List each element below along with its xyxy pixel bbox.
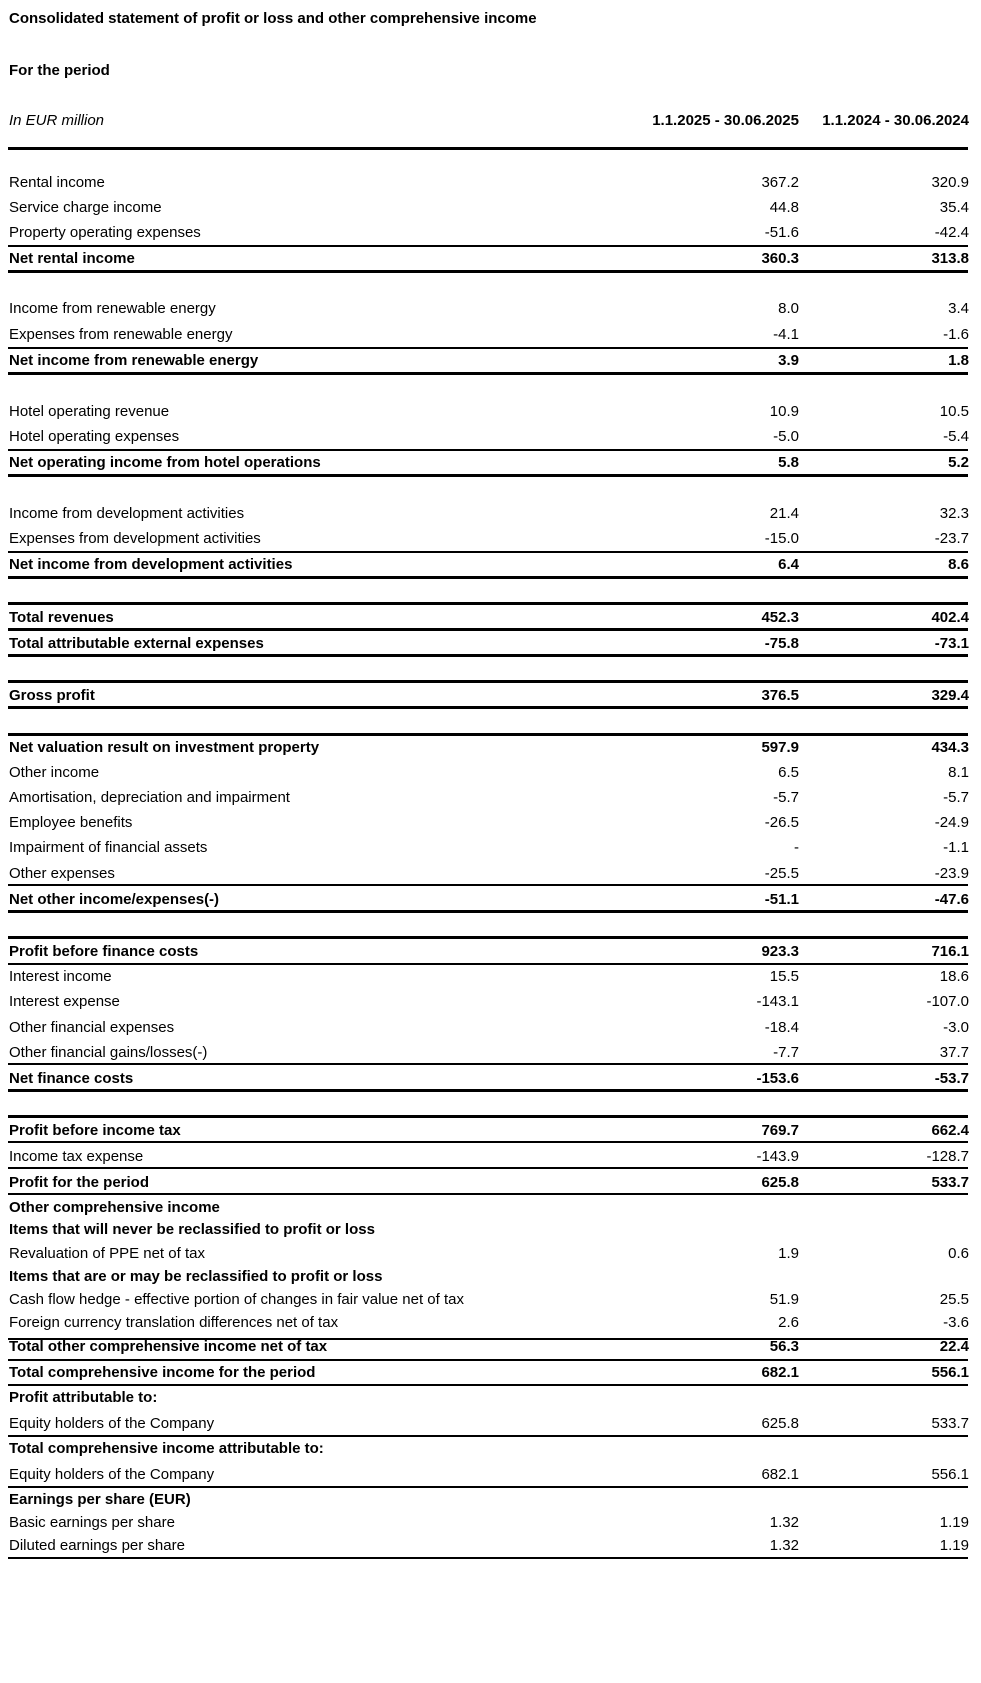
statement-title: Consolidated statement of profit or loss and other comprehensive income — [9, 10, 537, 27]
value-2024: 0.6 — [948, 1245, 969, 1262]
value-2024: 533.7 — [931, 1415, 969, 1432]
value-2025: -51.6 — [764, 224, 799, 241]
row-label: Profit before income tax — [9, 1122, 181, 1139]
value-2025: 44.8 — [769, 199, 799, 216]
value-2025: 452.3 — [761, 609, 799, 626]
rule-line — [8, 372, 968, 375]
row-label: Total comprehensive income for the period — [9, 1364, 316, 1381]
value-2025: -75.8 — [764, 635, 799, 652]
row-label: Income tax expense — [9, 1148, 144, 1165]
rule-line — [8, 449, 968, 451]
row-label: Hotel operating expenses — [9, 428, 180, 445]
value-2025: 1.9 — [778, 1245, 799, 1262]
value-2024: 556.1 — [931, 1466, 969, 1483]
row-label: Equity holders of the Company — [9, 1415, 215, 1432]
value-2024: 8.6 — [948, 556, 969, 573]
value-2024: 556.1 — [931, 1364, 969, 1381]
row-label: Total revenues — [9, 609, 114, 626]
rule-line — [8, 936, 968, 939]
value-2024: 1.19 — [939, 1514, 969, 1531]
value-2024: 402.4 — [931, 609, 969, 626]
value-2025: -18.4 — [764, 1019, 799, 1036]
value-2024: 1.19 — [939, 1537, 969, 1554]
row-label: Net rental income — [9, 250, 135, 267]
row-label: Property operating expenses — [9, 224, 201, 241]
rule-line — [8, 551, 968, 553]
row-label: Net income from renewable energy — [9, 352, 259, 369]
value-2025: 51.9 — [769, 1291, 799, 1308]
value-2025: -26.5 — [764, 814, 799, 831]
row-label: Total attributable external expenses — [9, 635, 264, 652]
row-label: Total comprehensive income attributable to: — [9, 1440, 324, 1457]
value-2024: 1.8 — [948, 352, 969, 369]
value-2024: -128.7 — [926, 1148, 969, 1165]
value-2025: 15.5 — [769, 968, 799, 985]
value-2025: 923.3 — [761, 943, 799, 960]
rule-line — [8, 602, 968, 605]
row-label: Total other comprehensive income net of tax — [9, 1338, 328, 1355]
row-label: Other financial gains/losses(-) — [9, 1044, 208, 1061]
rule-line — [8, 1486, 968, 1488]
value-2024: -42.4 — [934, 224, 969, 241]
column-header-2025: 1.1.2025 - 30.06.2025 — [652, 112, 799, 129]
row-label: Income from development activities — [9, 505, 245, 522]
value-2025: - — [794, 839, 799, 856]
value-2024: 533.7 — [931, 1174, 969, 1191]
value-2025: -7.7 — [773, 1044, 799, 1061]
column-header-2024: 1.1.2024 - 30.06.2024 — [822, 112, 969, 129]
row-label: Cash flow hedge - effective portion of changes in fair value net of tax — [9, 1291, 464, 1308]
value-2024: 37.7 — [939, 1044, 969, 1061]
value-2025: -15.0 — [764, 530, 799, 547]
value-2024: -24.9 — [934, 814, 969, 831]
value-2025: -143.1 — [756, 993, 799, 1010]
row-label: Revaluation of PPE net of tax — [9, 1245, 205, 1262]
value-2025: 56.3 — [769, 1338, 799, 1355]
rule-line — [8, 733, 968, 736]
row-label: Income from renewable energy — [9, 300, 216, 317]
value-2025: 597.9 — [761, 739, 799, 756]
row-label: Diluted earnings per share — [9, 1537, 185, 1554]
value-2025: 10.9 — [769, 403, 799, 420]
value-2024: -47.6 — [934, 891, 969, 908]
rule-line — [8, 654, 968, 657]
value-2025: 360.3 — [761, 250, 799, 267]
value-2024: -23.9 — [934, 865, 969, 882]
row-label: Equity holders of the Company — [9, 1466, 215, 1483]
rule-line — [8, 1115, 968, 1118]
value-2024: 320.9 — [931, 174, 969, 191]
value-2024: 32.3 — [939, 505, 969, 522]
value-2025: 8.0 — [778, 300, 799, 317]
value-2024: -5.7 — [943, 789, 969, 806]
row-label: Profit attributable to: — [9, 1389, 158, 1406]
value-2025: 625.8 — [761, 1174, 799, 1191]
value-2025: 6.5 — [778, 764, 799, 781]
value-2024: -73.1 — [934, 635, 969, 652]
rule-line — [8, 884, 968, 886]
row-label: Net other income/expenses(-) — [9, 891, 220, 908]
row-label: Amortisation, depreciation and impairment — [9, 789, 290, 806]
row-label: Impairment of financial assets — [9, 839, 208, 856]
rule-line — [8, 1557, 968, 1559]
rule-line — [8, 1435, 968, 1437]
rule-line — [8, 270, 968, 273]
value-2025: 682.1 — [761, 1364, 799, 1381]
row-label: Foreign currency translation differences net of tax — [9, 1314, 339, 1331]
row-label: Other financial expenses — [9, 1019, 175, 1036]
row-label: Profit before finance costs — [9, 943, 199, 960]
rule-line — [8, 1141, 968, 1143]
value-2025: 769.7 — [761, 1122, 799, 1139]
row-label: Other comprehensive income — [9, 1199, 220, 1216]
unit-label: In EUR million — [9, 112, 105, 129]
row-label: Service charge income — [9, 199, 162, 216]
rule-line — [8, 1167, 968, 1169]
value-2025: 2.6 — [778, 1314, 799, 1331]
value-2024: 8.1 — [948, 764, 969, 781]
row-label: Employee benefits — [9, 814, 133, 831]
value-2024: 329.4 — [931, 687, 969, 704]
value-2024: 25.5 — [939, 1291, 969, 1308]
rule-line — [8, 910, 968, 913]
rule-line — [8, 706, 968, 709]
rule-line — [8, 680, 968, 683]
row-label: Gross profit — [9, 687, 95, 704]
rule-line — [8, 474, 968, 477]
value-2024: -107.0 — [926, 993, 969, 1010]
value-2024: 35.4 — [939, 199, 969, 216]
row-label: Expenses from renewable energy — [9, 326, 233, 343]
value-2025: -153.6 — [756, 1070, 799, 1087]
value-2024: -5.4 — [943, 428, 969, 445]
value-2025: -25.5 — [764, 865, 799, 882]
value-2024: 5.2 — [948, 454, 969, 471]
rule-line — [8, 245, 968, 247]
row-label: Other expenses — [9, 865, 115, 882]
value-2025: 5.8 — [778, 454, 799, 471]
row-label: Net operating income from hotel operations — [9, 454, 321, 471]
value-2025: -51.1 — [764, 891, 799, 908]
row-label: Net finance costs — [9, 1070, 134, 1087]
period-subtitle: For the period — [9, 62, 110, 79]
value-2024: 3.4 — [948, 300, 969, 317]
value-2025: 682.1 — [761, 1466, 799, 1483]
value-2025: 3.9 — [778, 352, 799, 369]
rule-line — [8, 1359, 968, 1361]
value-2025: -4.1 — [773, 326, 799, 343]
value-2025: -5.7 — [773, 789, 799, 806]
rule-line — [8, 1063, 968, 1065]
value-2024: 22.4 — [939, 1338, 969, 1355]
row-label: Interest expense — [9, 993, 120, 1010]
row-label: Net valuation result on investment property — [9, 739, 320, 756]
row-label: Other income — [9, 764, 100, 781]
row-label: Interest income — [9, 968, 112, 985]
value-2025: -143.9 — [756, 1148, 799, 1165]
row-label: Items that are or may be reclassified to profit or loss — [9, 1268, 383, 1285]
value-2025: 6.4 — [778, 556, 799, 573]
value-2025: 1.32 — [769, 1514, 799, 1531]
value-2025: 1.32 — [769, 1537, 799, 1554]
row-label: Basic earnings per share — [9, 1514, 175, 1531]
rule-line — [8, 963, 968, 965]
row-label: Profit for the period — [9, 1174, 149, 1191]
value-2024: -1.6 — [943, 326, 969, 343]
value-2024: 434.3 — [931, 739, 969, 756]
rule-line — [8, 347, 968, 349]
rule-line — [8, 1384, 968, 1386]
value-2024: -3.0 — [943, 1019, 969, 1036]
value-2025: 625.8 — [761, 1415, 799, 1432]
value-2024: -23.7 — [934, 530, 969, 547]
row-label: Expenses from development activities — [9, 530, 261, 547]
row-label: Earnings per share (EUR) — [9, 1491, 191, 1508]
row-label: Net income from development activities — [9, 556, 293, 573]
row-label: Items that will never be reclassified to profit or loss — [9, 1221, 375, 1238]
rule-line — [8, 576, 968, 579]
value-2024: 662.4 — [931, 1122, 969, 1139]
value-2024: -53.7 — [934, 1070, 969, 1087]
value-2025: 21.4 — [769, 505, 799, 522]
row-label: Rental income — [9, 174, 105, 191]
rule-line — [8, 1193, 968, 1195]
value-2025: 376.5 — [761, 687, 799, 704]
row-label: Hotel operating revenue — [9, 403, 170, 420]
value-2025: 367.2 — [761, 174, 799, 191]
value-2024: -1.1 — [943, 839, 969, 856]
value-2024: 10.5 — [939, 403, 969, 420]
rule-line — [8, 1089, 968, 1092]
value-2025: -5.0 — [773, 428, 799, 445]
value-2024: 313.8 — [931, 250, 969, 267]
value-2024: 18.6 — [939, 968, 969, 985]
rule-line — [8, 628, 968, 631]
rule-line — [8, 147, 968, 150]
value-2024: -3.6 — [943, 1314, 969, 1331]
value-2024: 716.1 — [931, 943, 969, 960]
